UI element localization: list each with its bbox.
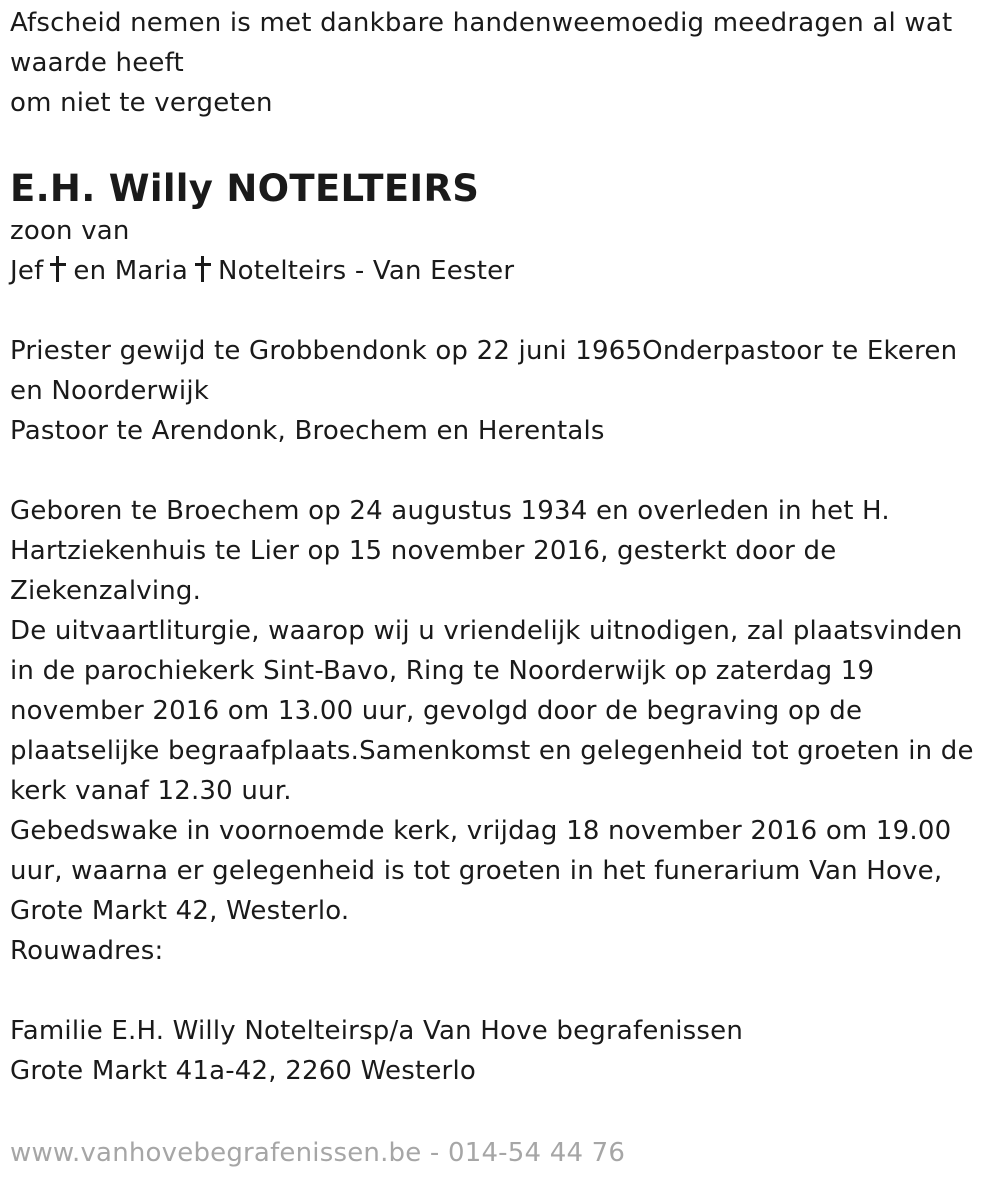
son-of-label: zoon van <box>10 216 130 246</box>
obituary-card <box>10 0 995 1091</box>
career-line: Pastoor te Arendonk, Broechem en Herentals <box>10 416 605 446</box>
spacer <box>10 971 995 1011</box>
address-line: Familie E.H. Willy Notelteirsp/a Van Hove begrafenissen <box>10 1016 744 1046</box>
details-line: De uitvaartliturgie, waarop wij u vriendelijk uitnodigen, zal plaatsvinden <box>10 616 963 646</box>
career-line: Priester gewijd te Grobbendonk op 22 juni 1965Onderpastoor te Ekeren <box>10 336 958 366</box>
cross-icon <box>49 256 67 282</box>
details-line: Ziekenzalving. <box>10 576 202 606</box>
details-line: Grote Markt 42, Westerlo. <box>10 896 350 926</box>
details-line: in de parochiekerk Sint-Bavo, Ring te Noorderwijk op zaterdag 19 <box>10 656 875 686</box>
deceased-section <box>10 167 995 291</box>
details-line: Gebedswake in voornoemde kerk, vrijdag 18 november 2016 om 19.00 <box>10 816 952 846</box>
father-name: Jef <box>10 256 44 286</box>
intro-line: om niet te vergeten <box>10 88 273 118</box>
parents-surnames: Notelteirs - Van Eester <box>217 256 515 286</box>
address-line: Grote Markt 41a-42, 2260 Westerlo <box>10 1056 476 1086</box>
career-line: en Noorderwijk <box>10 376 209 406</box>
spacer <box>10 291 995 331</box>
address-section <box>10 1011 995 1091</box>
details-line: kerk vanaf 12.30 uur. <box>10 776 292 806</box>
details-line: Rouwadres: <box>10 936 164 966</box>
parents-line <box>10 251 995 291</box>
details-section <box>10 491 995 971</box>
details-line: Geboren te Broechem op 24 augustus 1934 en overleden in het H. <box>10 496 890 526</box>
intro-line: Afscheid nemen is met dankbare handenweemoedig meedragen al wat <box>10 8 953 38</box>
intro-line: waarde heeft <box>10 48 184 78</box>
details-line: Hartziekenhuis te Lier op 15 november 2016, gesterkt door de <box>10 536 837 566</box>
spacer <box>10 451 995 491</box>
details-line: november 2016 om 13.00 uur, gevolgd door de begraving op de <box>10 696 863 726</box>
intro-quote <box>10 3 995 123</box>
mother-name: en Maria <box>73 256 188 286</box>
deceased-name: E.H. Willy NOTELTEIRS <box>10 167 480 210</box>
footer-contact[interactable]: www.vanhovebegrafenissen.be - 014-54 44 76 <box>10 1138 626 1168</box>
career-section <box>10 331 995 451</box>
details-line: uur, waarna er gelegenheid is tot groeten in het funerarium Van Hove, <box>10 856 943 886</box>
cross-icon <box>194 256 212 282</box>
details-line: plaatselijke begraafplaats.Samenkomst en gelegenheid tot groeten in de <box>10 736 974 766</box>
